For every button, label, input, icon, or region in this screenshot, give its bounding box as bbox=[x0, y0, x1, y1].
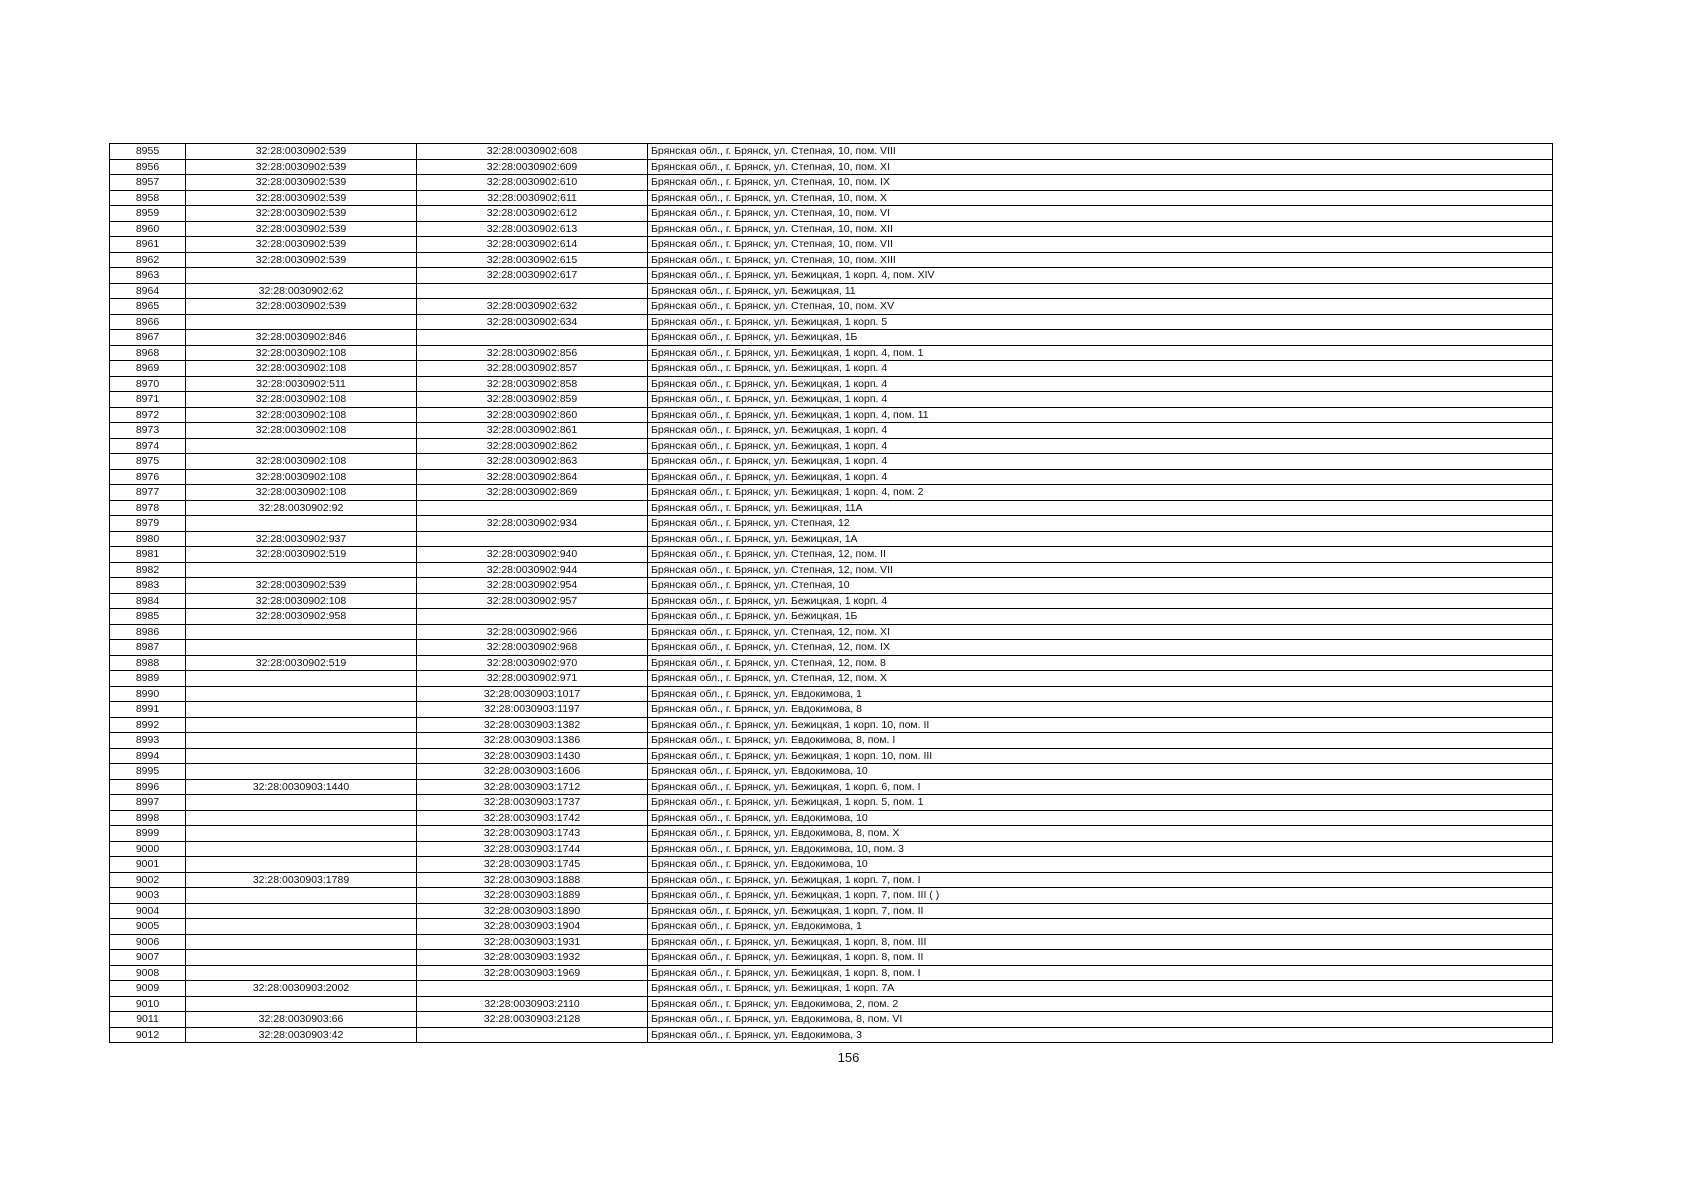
cadastral-number-cell: 32:28:0030902:968 bbox=[417, 640, 648, 656]
parent-cadastral-number-cell bbox=[186, 826, 417, 842]
row-number-cell: 8998 bbox=[110, 810, 186, 826]
row-number-cell: 8977 bbox=[110, 485, 186, 501]
address-cell: Брянская обл., г. Брянск, ул. Бежицкая, 1 корп. 4 bbox=[648, 469, 1553, 485]
parent-cadastral-number-cell bbox=[186, 733, 417, 749]
cadastral-number-cell: 32:28:0030903:1904 bbox=[417, 919, 648, 935]
row-number-cell: 8974 bbox=[110, 438, 186, 454]
parent-cadastral-number-cell bbox=[186, 857, 417, 873]
table-row bbox=[110, 888, 1553, 904]
table-row bbox=[110, 810, 1553, 826]
address-cell: Брянская обл., г. Брянск, ул. Евдокимова, 8 bbox=[648, 702, 1553, 718]
address-cell: Брянская обл., г. Брянск, ул. Бежицкая, 1 корп. 4 bbox=[648, 454, 1553, 470]
table-row bbox=[110, 376, 1553, 392]
cadastral-number-cell: 32:28:0030902:856 bbox=[417, 345, 648, 361]
cadastral-number-cell: 32:28:0030902:957 bbox=[417, 593, 648, 609]
table-row bbox=[110, 655, 1553, 671]
address-cell: Брянская обл., г. Брянск, ул. Степная, 12, пом. 8 bbox=[648, 655, 1553, 671]
parent-cadastral-number-cell: 32:28:0030902:539 bbox=[186, 206, 417, 222]
cadastral-number-cell: 32:28:0030902:614 bbox=[417, 237, 648, 253]
parent-cadastral-number-cell: 32:28:0030902:108 bbox=[186, 454, 417, 470]
cadastral-number-cell: 32:28:0030902:861 bbox=[417, 423, 648, 439]
parent-cadastral-number-cell: 32:28:0030902:958 bbox=[186, 609, 417, 625]
address-cell: Брянская обл., г. Брянск, ул. Бежицкая, 1 корп. 4, пом. 1 bbox=[648, 345, 1553, 361]
address-cell: Брянская обл., г. Брянск, ул. Бежицкая, 1 корп. 10, пом. III bbox=[648, 748, 1553, 764]
parent-cadastral-number-cell bbox=[186, 268, 417, 284]
cadastral-number-cell bbox=[417, 981, 648, 997]
table-row bbox=[110, 547, 1553, 563]
table-row bbox=[110, 717, 1553, 733]
address-cell: Брянская обл., г. Брянск, ул. Степная, 10, пом. XI bbox=[648, 159, 1553, 175]
parent-cadastral-number-cell: 32:28:0030902:519 bbox=[186, 547, 417, 563]
cadastral-number-cell: 32:28:0030902:608 bbox=[417, 144, 648, 160]
parent-cadastral-number-cell bbox=[186, 748, 417, 764]
cadastral-number-cell: 32:28:0030903:1197 bbox=[417, 702, 648, 718]
row-number-cell: 8976 bbox=[110, 469, 186, 485]
cadastral-number-cell: 32:28:0030902:862 bbox=[417, 438, 648, 454]
address-cell: Брянская обл., г. Брянск, ул. Бежицкая, 1Б bbox=[648, 330, 1553, 346]
address-cell: Брянская обл., г. Брянск, ул. Степная, 10, пом. X bbox=[648, 190, 1553, 206]
address-cell: Брянская обл., г. Брянск, ул. Степная, 12, пом. VII bbox=[648, 562, 1553, 578]
row-number-cell: 9012 bbox=[110, 1027, 186, 1043]
row-number-cell: 8989 bbox=[110, 671, 186, 687]
parent-cadastral-number-cell: 32:28:0030902:108 bbox=[186, 361, 417, 377]
row-number-cell: 8979 bbox=[110, 516, 186, 532]
table-row bbox=[110, 1012, 1553, 1028]
table-row bbox=[110, 593, 1553, 609]
cadastral-number-cell: 32:28:0030903:1931 bbox=[417, 934, 648, 950]
address-cell: Брянская обл., г. Брянск, ул. Бежицкая, 1 корп. 4 bbox=[648, 376, 1553, 392]
register-table-body bbox=[110, 144, 1553, 1043]
cadastral-number-cell bbox=[417, 500, 648, 516]
cadastral-number-cell: 32:28:0030903:1745 bbox=[417, 857, 648, 873]
cadastral-number-cell: 32:28:0030903:1382 bbox=[417, 717, 648, 733]
cadastral-number-cell: 32:28:0030903:1932 bbox=[417, 950, 648, 966]
address-cell: Брянская обл., г. Брянск, ул. Бежицкая, 1 корп. 7, пом. I bbox=[648, 872, 1553, 888]
parent-cadastral-number-cell: 32:28:0030903:1789 bbox=[186, 872, 417, 888]
table-row bbox=[110, 345, 1553, 361]
row-number-cell: 8978 bbox=[110, 500, 186, 516]
address-cell: Брянская обл., г. Брянск, ул. Евдокимова, 1 bbox=[648, 919, 1553, 935]
address-cell: Брянская обл., г. Брянск, ул. Бежицкая, 1Б bbox=[648, 609, 1553, 625]
row-number-cell: 9009 bbox=[110, 981, 186, 997]
cadastral-number-cell: 32:28:0030902:857 bbox=[417, 361, 648, 377]
address-cell: Брянская обл., г. Брянск, ул. Степная, 12, пом. XI bbox=[648, 624, 1553, 640]
table-row bbox=[110, 299, 1553, 315]
address-cell: Брянская обл., г. Брянск, ул. Степная, 10, пом. XV bbox=[648, 299, 1553, 315]
table-row bbox=[110, 578, 1553, 594]
table-row bbox=[110, 686, 1553, 702]
cadastral-number-cell: 32:28:0030902:944 bbox=[417, 562, 648, 578]
cadastral-number-cell: 32:28:0030902:971 bbox=[417, 671, 648, 687]
parent-cadastral-number-cell bbox=[186, 810, 417, 826]
cadastral-number-cell: 32:28:0030903:1744 bbox=[417, 841, 648, 857]
parent-cadastral-number-cell: 32:28:0030902:539 bbox=[186, 299, 417, 315]
parent-cadastral-number-cell: 32:28:0030903:66 bbox=[186, 1012, 417, 1028]
parent-cadastral-number-cell: 32:28:0030902:539 bbox=[186, 190, 417, 206]
address-cell: Брянская обл., г. Брянск, ул. Евдокимова, 3 bbox=[648, 1027, 1553, 1043]
table-row bbox=[110, 469, 1553, 485]
row-number-cell: 8980 bbox=[110, 531, 186, 547]
cadastral-number-cell: 32:28:0030903:2128 bbox=[417, 1012, 648, 1028]
table-row bbox=[110, 314, 1553, 330]
table-row bbox=[110, 934, 1553, 950]
row-number-cell: 8994 bbox=[110, 748, 186, 764]
parent-cadastral-number-cell bbox=[186, 624, 417, 640]
cadastral-number-cell: 32:28:0030903:1430 bbox=[417, 748, 648, 764]
row-number-cell: 8955 bbox=[110, 144, 186, 160]
row-number-cell: 8995 bbox=[110, 764, 186, 780]
cadastral-number-cell: 32:28:0030902:610 bbox=[417, 175, 648, 191]
parent-cadastral-number-cell: 32:28:0030902:108 bbox=[186, 392, 417, 408]
row-number-cell: 9007 bbox=[110, 950, 186, 966]
table-row bbox=[110, 237, 1553, 253]
table-row bbox=[110, 841, 1553, 857]
table-row bbox=[110, 283, 1553, 299]
address-cell: Брянская обл., г. Брянск, ул. Бежицкая, 1 корп. 7А bbox=[648, 981, 1553, 997]
address-cell: Брянская обл., г. Брянск, ул. Степная, 10, пом. VIII bbox=[648, 144, 1553, 160]
parent-cadastral-number-cell bbox=[186, 795, 417, 811]
address-cell: Брянская обл., г. Брянск, ул. Бежицкая, 1 корп. 4, пом. 2 bbox=[648, 485, 1553, 501]
address-cell: Брянская обл., г. Брянск, ул. Евдокимова, 1 bbox=[648, 686, 1553, 702]
row-number-cell: 9004 bbox=[110, 903, 186, 919]
cadastral-number-cell: 32:28:0030902:858 bbox=[417, 376, 648, 392]
row-number-cell: 8993 bbox=[110, 733, 186, 749]
cadastral-number-cell: 32:28:0030903:1712 bbox=[417, 779, 648, 795]
parent-cadastral-number-cell bbox=[186, 717, 417, 733]
parent-cadastral-number-cell bbox=[186, 640, 417, 656]
parent-cadastral-number-cell bbox=[186, 671, 417, 687]
row-number-cell: 8992 bbox=[110, 717, 186, 733]
table-row bbox=[110, 361, 1553, 377]
parent-cadastral-number-cell bbox=[186, 764, 417, 780]
parent-cadastral-number-cell: 32:28:0030902:539 bbox=[186, 578, 417, 594]
row-number-cell: 8999 bbox=[110, 826, 186, 842]
parent-cadastral-number-cell: 32:28:0030902:519 bbox=[186, 655, 417, 671]
cadastral-number-cell: 32:28:0030902:612 bbox=[417, 206, 648, 222]
register-table bbox=[109, 143, 1553, 1043]
table-row bbox=[110, 872, 1553, 888]
parent-cadastral-number-cell: 32:28:0030902:539 bbox=[186, 237, 417, 253]
cadastral-number-cell bbox=[417, 330, 648, 346]
cadastral-number-cell: 32:28:0030902:860 bbox=[417, 407, 648, 423]
table-row bbox=[110, 423, 1553, 439]
address-cell: Брянская обл., г. Брянск, ул. Бежицкая, 1 корп. 7, пом. II bbox=[648, 903, 1553, 919]
cadastral-number-cell: 32:28:0030903:1606 bbox=[417, 764, 648, 780]
cadastral-number-cell: 32:28:0030903:1889 bbox=[417, 888, 648, 904]
cadastral-number-cell: 32:28:0030903:1890 bbox=[417, 903, 648, 919]
address-cell: Брянская обл., г. Брянск, ул. Степная, 10, пом. IX bbox=[648, 175, 1553, 191]
table-row bbox=[110, 779, 1553, 795]
cadastral-number-cell: 32:28:0030902:617 bbox=[417, 268, 648, 284]
table-row bbox=[110, 764, 1553, 780]
address-cell: Брянская обл., г. Брянск, ул. Бежицкая, 1 корп. 8, пом. I bbox=[648, 965, 1553, 981]
cadastral-number-cell bbox=[417, 1027, 648, 1043]
parent-cadastral-number-cell bbox=[186, 950, 417, 966]
address-cell: Брянская обл., г. Брянск, ул. Бежицкая, 1 корп. 4 bbox=[648, 423, 1553, 439]
table-row bbox=[110, 857, 1553, 873]
parent-cadastral-number-cell bbox=[186, 919, 417, 935]
row-number-cell: 8967 bbox=[110, 330, 186, 346]
table-row bbox=[110, 826, 1553, 842]
address-cell: Брянская обл., г. Брянск, ул. Бежицкая, 1 корп. 4, пом. 11 bbox=[648, 407, 1553, 423]
table-row bbox=[110, 624, 1553, 640]
cadastral-number-cell: 32:28:0030903:1743 bbox=[417, 826, 648, 842]
cadastral-number-cell: 32:28:0030902:869 bbox=[417, 485, 648, 501]
address-cell: Брянская обл., г. Брянск, ул. Степная, 10 bbox=[648, 578, 1553, 594]
row-number-cell: 8996 bbox=[110, 779, 186, 795]
row-number-cell: 9001 bbox=[110, 857, 186, 873]
row-number-cell: 8984 bbox=[110, 593, 186, 609]
parent-cadastral-number-cell: 32:28:0030903:42 bbox=[186, 1027, 417, 1043]
table-row bbox=[110, 407, 1553, 423]
parent-cadastral-number-cell bbox=[186, 888, 417, 904]
parent-cadastral-number-cell: 32:28:0030902:108 bbox=[186, 407, 417, 423]
address-cell: Брянская обл., г. Брянск, ул. Бежицкая, 1 корп. 4, пом. XIV bbox=[648, 268, 1553, 284]
table-row bbox=[110, 702, 1553, 718]
address-cell: Брянская обл., г. Брянск, ул. Бежицкая, 11 bbox=[648, 283, 1553, 299]
table-row bbox=[110, 965, 1553, 981]
address-cell: Брянская обл., г. Брянск, ул. Степная, 10, пом. XIII bbox=[648, 252, 1553, 268]
table-row bbox=[110, 175, 1553, 191]
address-cell: Брянская обл., г. Брянск, ул. Бежицкая, 1 корп. 6, пом. I bbox=[648, 779, 1553, 795]
address-cell: Брянская обл., г. Брянск, ул. Бежицкая, 11А bbox=[648, 500, 1553, 516]
row-number-cell: 8997 bbox=[110, 795, 186, 811]
row-number-cell: 8963 bbox=[110, 268, 186, 284]
address-cell: Брянская обл., г. Брянск, ул. Евдокимова, 10 bbox=[648, 810, 1553, 826]
table-row bbox=[110, 454, 1553, 470]
cadastral-number-cell: 32:28:0030902:611 bbox=[417, 190, 648, 206]
row-number-cell: 9000 bbox=[110, 841, 186, 857]
cadastral-number-cell: 32:28:0030902:940 bbox=[417, 547, 648, 563]
cadastral-number-cell: 32:28:0030902:859 bbox=[417, 392, 648, 408]
address-cell: Брянская обл., г. Брянск, ул. Бежицкая, 1 корп. 8, пом. II bbox=[648, 950, 1553, 966]
table-row bbox=[110, 268, 1553, 284]
address-cell: Брянская обл., г. Брянск, ул. Евдокимова, 8, пом. I bbox=[648, 733, 1553, 749]
table-row bbox=[110, 795, 1553, 811]
parent-cadastral-number-cell bbox=[186, 562, 417, 578]
row-number-cell: 8965 bbox=[110, 299, 186, 315]
parent-cadastral-number-cell: 32:28:0030903:1440 bbox=[186, 779, 417, 795]
parent-cadastral-number-cell: 32:28:0030902:539 bbox=[186, 252, 417, 268]
row-number-cell: 8961 bbox=[110, 237, 186, 253]
row-number-cell: 9002 bbox=[110, 872, 186, 888]
row-number-cell: 8982 bbox=[110, 562, 186, 578]
row-number-cell: 9008 bbox=[110, 965, 186, 981]
table-row bbox=[110, 252, 1553, 268]
cadastral-number-cell: 32:28:0030902:609 bbox=[417, 159, 648, 175]
parent-cadastral-number-cell: 32:28:0030902:539 bbox=[186, 175, 417, 191]
parent-cadastral-number-cell bbox=[186, 314, 417, 330]
cadastral-number-cell: 32:28:0030903:1386 bbox=[417, 733, 648, 749]
parent-cadastral-number-cell: 32:28:0030902:846 bbox=[186, 330, 417, 346]
cadastral-number-cell: 32:28:0030902:634 bbox=[417, 314, 648, 330]
cadastral-number-cell: 32:28:0030902:966 bbox=[417, 624, 648, 640]
cadastral-number-cell: 32:28:0030902:615 bbox=[417, 252, 648, 268]
parent-cadastral-number-cell: 32:28:0030902:108 bbox=[186, 485, 417, 501]
row-number-cell: 8959 bbox=[110, 206, 186, 222]
table-row bbox=[110, 903, 1553, 919]
table-row bbox=[110, 531, 1553, 547]
table-row bbox=[110, 981, 1553, 997]
address-cell: Брянская обл., г. Брянск, ул. Евдокимова, 10 bbox=[648, 764, 1553, 780]
parent-cadastral-number-cell: 32:28:0030902:108 bbox=[186, 345, 417, 361]
table-row bbox=[110, 190, 1553, 206]
address-cell: Брянская обл., г. Брянск, ул. Степная, 12, пом. X bbox=[648, 671, 1553, 687]
table-row bbox=[110, 485, 1553, 501]
table-row bbox=[110, 950, 1553, 966]
table-row bbox=[110, 609, 1553, 625]
address-cell: Брянская обл., г. Брянск, ул. Степная, 10, пом. VII bbox=[648, 237, 1553, 253]
row-number-cell: 9006 bbox=[110, 934, 186, 950]
address-cell: Брянская обл., г. Брянск, ул. Бежицкая, 1 корп. 5 bbox=[648, 314, 1553, 330]
address-cell: Брянская обл., г. Брянск, ул. Бежицкая, 1 корп. 4 bbox=[648, 593, 1553, 609]
table-row bbox=[110, 144, 1553, 160]
table-row bbox=[110, 206, 1553, 222]
row-number-cell: 9003 bbox=[110, 888, 186, 904]
parent-cadastral-number-cell: 32:28:0030902:937 bbox=[186, 531, 417, 547]
cadastral-number-cell: 32:28:0030903:1742 bbox=[417, 810, 648, 826]
address-cell: Брянская обл., г. Брянск, ул. Бежицкая, 1 корп. 4 bbox=[648, 438, 1553, 454]
row-number-cell: 8986 bbox=[110, 624, 186, 640]
address-cell: Брянская обл., г. Брянск, ул. Евдокимова, 10 bbox=[648, 857, 1553, 873]
table-row bbox=[110, 562, 1553, 578]
table-row bbox=[110, 1027, 1553, 1043]
parent-cadastral-number-cell: 32:28:0030903:2002 bbox=[186, 981, 417, 997]
parent-cadastral-number-cell bbox=[186, 903, 417, 919]
row-number-cell: 8957 bbox=[110, 175, 186, 191]
row-number-cell: 8985 bbox=[110, 609, 186, 625]
row-number-cell: 8960 bbox=[110, 221, 186, 237]
row-number-cell: 8968 bbox=[110, 345, 186, 361]
parent-cadastral-number-cell bbox=[186, 841, 417, 857]
row-number-cell: 8975 bbox=[110, 454, 186, 470]
row-number-cell: 8962 bbox=[110, 252, 186, 268]
row-number-cell: 8956 bbox=[110, 159, 186, 175]
cadastral-number-cell: 32:28:0030902:864 bbox=[417, 469, 648, 485]
parent-cadastral-number-cell bbox=[186, 686, 417, 702]
table-row bbox=[110, 733, 1553, 749]
parent-cadastral-number-cell: 32:28:0030902:108 bbox=[186, 593, 417, 609]
cadastral-number-cell bbox=[417, 609, 648, 625]
address-cell: Брянская обл., г. Брянск, ул. Евдокимова, 8, пом. VI bbox=[648, 1012, 1553, 1028]
row-number-cell: 8987 bbox=[110, 640, 186, 656]
table-row bbox=[110, 748, 1553, 764]
cadastral-number-cell: 32:28:0030903:1969 bbox=[417, 965, 648, 981]
table-row bbox=[110, 640, 1553, 656]
row-number-cell: 9005 bbox=[110, 919, 186, 935]
address-cell: Брянская обл., г. Брянск, ул. Степная, 12, пом. II bbox=[648, 547, 1553, 563]
address-cell: Брянская обл., г. Брянск, ул. Степная, 10, пом. XII bbox=[648, 221, 1553, 237]
cadastral-number-cell: 32:28:0030902:613 bbox=[417, 221, 648, 237]
address-cell: Брянская обл., г. Брянск, ул. Бежицкая, 1А bbox=[648, 531, 1553, 547]
parent-cadastral-number-cell: 32:28:0030902:539 bbox=[186, 159, 417, 175]
row-number-cell: 9010 bbox=[110, 996, 186, 1012]
cadastral-number-cell: 32:28:0030902:954 bbox=[417, 578, 648, 594]
table-row bbox=[110, 516, 1553, 532]
cadastral-number-cell: 32:28:0030903:1888 bbox=[417, 872, 648, 888]
parent-cadastral-number-cell bbox=[186, 965, 417, 981]
parent-cadastral-number-cell bbox=[186, 996, 417, 1012]
parent-cadastral-number-cell bbox=[186, 934, 417, 950]
table-row bbox=[110, 159, 1553, 175]
parent-cadastral-number-cell: 32:28:0030902:511 bbox=[186, 376, 417, 392]
cadastral-number-cell: 32:28:0030903:1737 bbox=[417, 795, 648, 811]
row-number-cell: 8966 bbox=[110, 314, 186, 330]
address-cell: Брянская обл., г. Брянск, ул. Бежицкая, 1 корп. 5, пом. 1 bbox=[648, 795, 1553, 811]
table-row bbox=[110, 671, 1553, 687]
address-cell: Брянская обл., г. Брянск, ул. Евдокимова, 8, пом. X bbox=[648, 826, 1553, 842]
table-row bbox=[110, 392, 1553, 408]
row-number-cell: 8970 bbox=[110, 376, 186, 392]
cadastral-number-cell: 32:28:0030902:632 bbox=[417, 299, 648, 315]
page-number: 156 bbox=[837, 1050, 860, 1065]
row-number-cell: 8988 bbox=[110, 655, 186, 671]
cadastral-number-cell bbox=[417, 283, 648, 299]
parent-cadastral-number-cell: 32:28:0030902:539 bbox=[186, 144, 417, 160]
table-row bbox=[110, 330, 1553, 346]
cadastral-number-cell bbox=[417, 531, 648, 547]
address-cell: Брянская обл., г. Брянск, ул. Бежицкая, 1 корп. 4 bbox=[648, 361, 1553, 377]
row-number-cell: 8990 bbox=[110, 686, 186, 702]
row-number-cell: 8983 bbox=[110, 578, 186, 594]
parent-cadastral-number-cell bbox=[186, 702, 417, 718]
row-number-cell: 8991 bbox=[110, 702, 186, 718]
cadastral-number-cell: 32:28:0030903:2110 bbox=[417, 996, 648, 1012]
row-number-cell: 8973 bbox=[110, 423, 186, 439]
table-row bbox=[110, 500, 1553, 516]
address-cell: Брянская обл., г. Брянск, ул. Бежицкая, 1 корп. 8, пом. III bbox=[648, 934, 1553, 950]
row-number-cell: 8981 bbox=[110, 547, 186, 563]
parent-cadastral-number-cell: 32:28:0030902:92 bbox=[186, 500, 417, 516]
parent-cadastral-number-cell: 32:28:0030902:62 bbox=[186, 283, 417, 299]
address-cell: Брянская обл., г. Брянск, ул. Евдокимова, 10, пом. 3 bbox=[648, 841, 1553, 857]
parent-cadastral-number-cell: 32:28:0030902:108 bbox=[186, 469, 417, 485]
address-cell: Брянская обл., г. Брянск, ул. Степная, 10, пом. VI bbox=[648, 206, 1553, 222]
table-row bbox=[110, 438, 1553, 454]
table-row bbox=[110, 919, 1553, 935]
row-number-cell: 8972 bbox=[110, 407, 186, 423]
cadastral-number-cell: 32:28:0030903:1017 bbox=[417, 686, 648, 702]
address-cell: Брянская обл., г. Брянск, ул. Бежицкая, 1 корп. 10, пом. II bbox=[648, 717, 1553, 733]
address-cell: Брянская обл., г. Брянск, ул. Степная, 12, пом. IX bbox=[648, 640, 1553, 656]
cadastral-number-cell: 32:28:0030902:934 bbox=[417, 516, 648, 532]
cadastral-number-cell: 32:28:0030902:863 bbox=[417, 454, 648, 470]
parent-cadastral-number-cell: 32:28:0030902:108 bbox=[186, 423, 417, 439]
address-cell: Брянская обл., г. Брянск, ул. Бежицкая, 1 корп. 7, пом. III ( ) bbox=[648, 888, 1553, 904]
address-cell: Брянская обл., г. Брянск, ул. Степная, 12 bbox=[648, 516, 1553, 532]
row-number-cell: 8958 bbox=[110, 190, 186, 206]
parent-cadastral-number-cell: 32:28:0030902:539 bbox=[186, 221, 417, 237]
address-cell: Брянская обл., г. Брянск, ул. Евдокимова, 2, пом. 2 bbox=[648, 996, 1553, 1012]
cadastral-number-cell: 32:28:0030902:970 bbox=[417, 655, 648, 671]
row-number-cell: 8969 bbox=[110, 361, 186, 377]
row-number-cell: 8971 bbox=[110, 392, 186, 408]
parent-cadastral-number-cell bbox=[186, 516, 417, 532]
table-row bbox=[110, 221, 1553, 237]
address-cell: Брянская обл., г. Брянск, ул. Бежицкая, 1 корп. 4 bbox=[648, 392, 1553, 408]
parent-cadastral-number-cell bbox=[186, 438, 417, 454]
row-number-cell: 9011 bbox=[110, 1012, 186, 1028]
row-number-cell: 8964 bbox=[110, 283, 186, 299]
table-row bbox=[110, 996, 1553, 1012]
